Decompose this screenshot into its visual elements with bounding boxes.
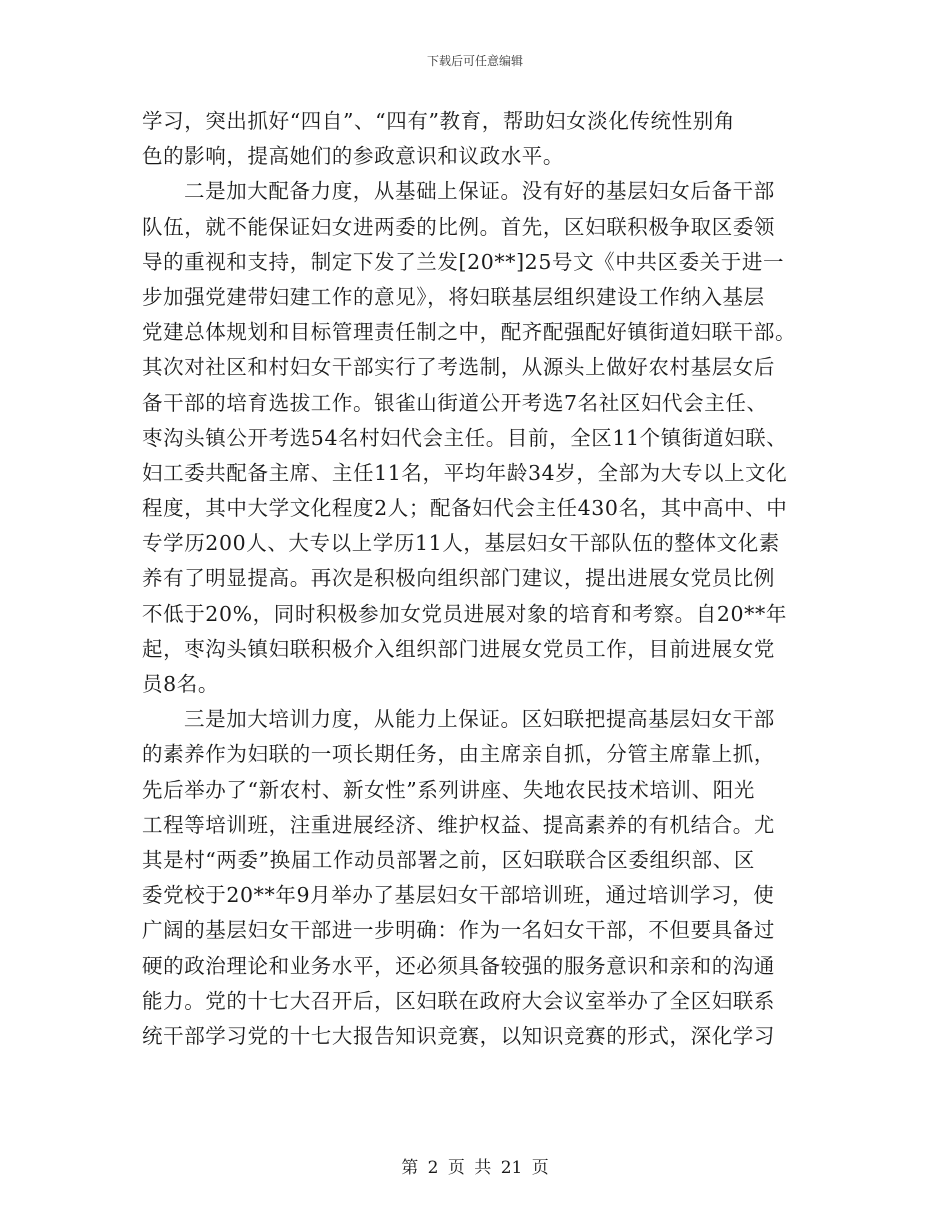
text-line: 委党校于20**年9月举办了基层妇女干部培训班，通过培训学习，使 (142, 883, 775, 908)
page-header: 下载后可任意编辑 (426, 54, 523, 68)
text-line: 枣沟头镇公开考选54名村妇代会主任。目前，全区11个镇街道妇联、 (142, 425, 788, 450)
text-line: 党建总体规划和目标管理责任制之中，配齐配强配好镇街道妇联干部。 (142, 320, 797, 345)
text-line: 统干部学习党的十七大报告知识竞赛，以知识竞赛的形式，深化学习 (142, 1023, 775, 1048)
text-line: 不低于20%，同时积极参加女党员进展对象的培育和考察。自20**年 (142, 601, 787, 626)
text-line: 的素养作为妇联的一项长期任务，由主席亲自抓，分管主席靠上抓， (142, 742, 775, 767)
text-line: 其是村“两委”换届工作动员部署之前，区妇联联合区委组织部、区 (142, 847, 755, 872)
text-line: 工程等培训班，注重进展经济、维护权益、提高素养的有机结合。尤 (142, 812, 775, 837)
text-line: 程度，其中大学文化程度2人；配备妇代会主任430名，其中高中、中 (142, 496, 788, 521)
document-body (142, 104, 810, 1054)
text-line: 导的重视和支持，制定下发了兰发[20**]25号文《中共区委关于进一 (142, 249, 785, 274)
text-line: 步加强党建带妇建工作的意见》，将妇联基层组织建设工作纳入基层 (142, 284, 765, 309)
text-line: 先后举办了“新农村、新女性”系列讲座、失地农民技术培训、阳光 (142, 777, 755, 802)
page-number-footer: 第 2 页 共 21 页 (401, 1158, 549, 1178)
text-line: 硬的政治理论和业务水平，还必须具备较强的服务意识和亲和的沟通 (142, 953, 775, 978)
text-line: 学习，突出抓好“四自”、“四有”教育，帮助妇女淡化传统性别角 (142, 109, 735, 133)
text-line: 队伍，就不能保证妇女进两委的比例。首先，区妇联积极争取区委领 (142, 214, 775, 239)
text-line: 其次对社区和村妇女干部实行了考选制，从源头上做好农村基层女后 (142, 355, 775, 380)
text-line: 养有了明显提高。再次是积极向组织部门建议，提出进展女党员比例 (142, 566, 775, 591)
text-line: 三是加大培训力度，从能力上保证。区妇联把提高基层妇女干部 (184, 707, 775, 732)
text-line: 备干部的培育选拔工作。银雀山街道公开考选7名社区妇代会主任、 (142, 390, 768, 415)
text-line: 能力。党的十七大召开后，区妇联在政府大会议室举办了全区妇联系 (142, 988, 775, 1013)
text-line: 色的影响，提高她们的参政意识和议政水平。 (142, 144, 564, 169)
text-line: 二是加大配备力度，从基础上保证。没有好的基层妇女后备干部 (184, 179, 775, 204)
text-line: 员8名。 (142, 672, 219, 696)
text-line: 专学历200人、大专以上学历11人，基层妇女干部队伍的整体文化素 (142, 531, 780, 556)
text-line: 妇工委共配备主席、主任11名，平均年龄34岁，全部为大专以上文化 (142, 460, 788, 485)
text-line: 广阔的基层妇女干部进一步明确：作为一名妇女干部，不但要具备过 (142, 918, 775, 943)
text-line: 起，枣沟头镇妇联积极介入组织部门进展女党员工作，目前进展女党 (142, 636, 775, 661)
